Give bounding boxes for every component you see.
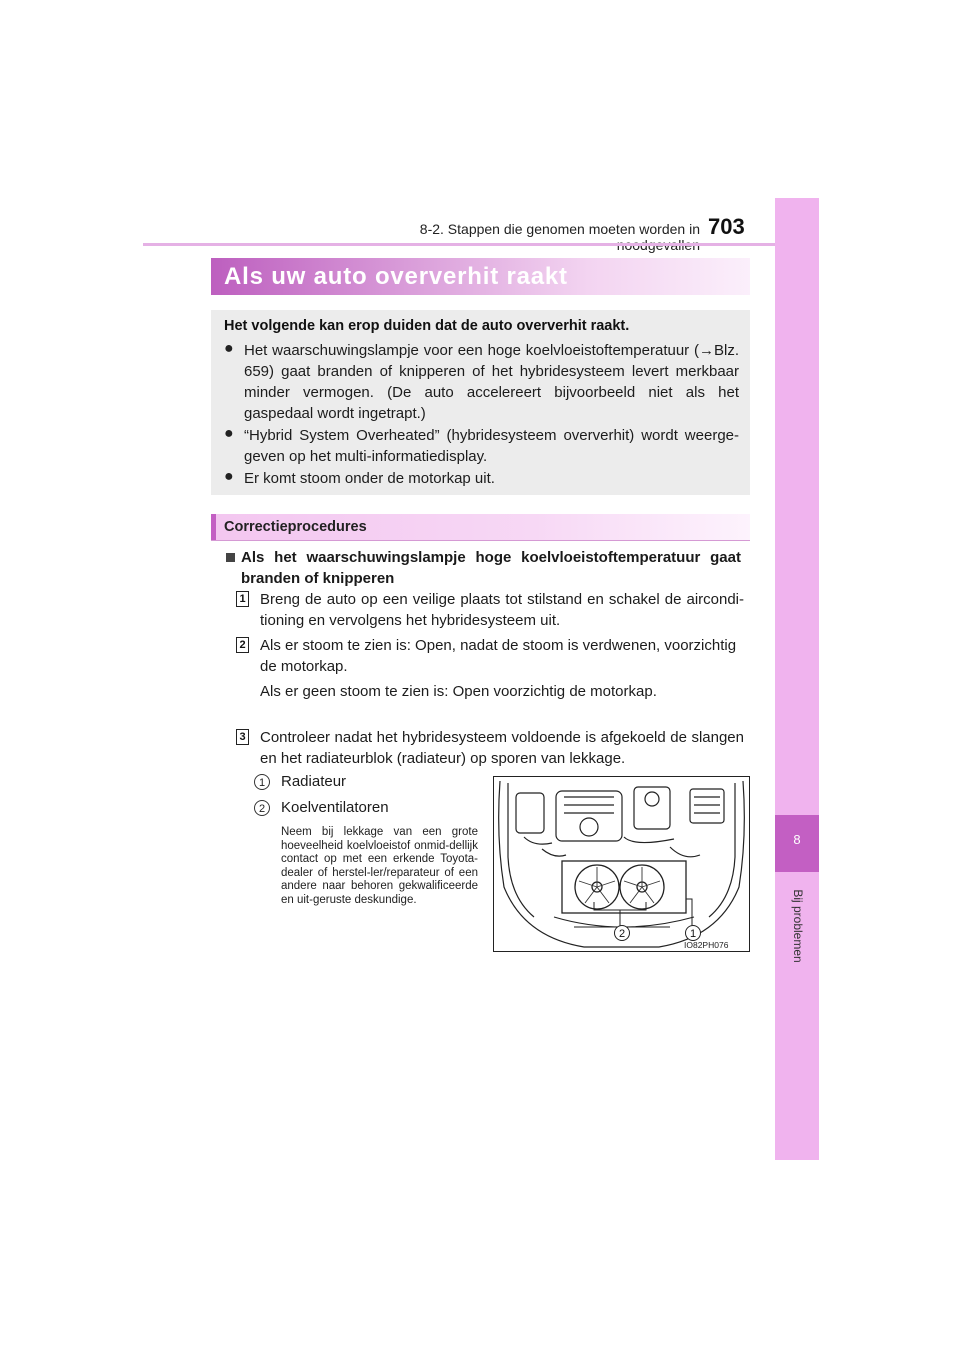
square-bullet-icon: [226, 553, 235, 562]
bullet-icon: ●: [224, 468, 234, 485]
callout-1-label: 1: [689, 928, 697, 940]
chapter-side-tab: [775, 198, 819, 1160]
part-label-fans: Koelventilatoren: [281, 799, 389, 816]
header-rule: [143, 243, 819, 246]
symptoms-intro: Het volgende kan erop duiden dat de auto oververhit raakt.: [224, 318, 630, 334]
step-text: Breng de auto op een veilige plaats tot stilstand en schakel de aircondi-tioning en vervolgens het hybridesysteem uit.: [260, 591, 744, 629]
symptom-item: “Hybrid System Overheated” (hybridesysteem oververhit) wordt weerge-geven op het multi-informatiedisplay.: [244, 427, 739, 465]
bullet-icon: ●: [224, 425, 234, 442]
callout-number: 2: [254, 800, 270, 816]
page-title: Als uw auto oververhit raakt: [224, 263, 568, 290]
step-number: 3: [236, 729, 249, 745]
step-text-alt: Als er geen stoom te zien is: Open voorzichtig de motorkap.: [260, 683, 657, 700]
symptom-item: Het waarschuwingslampje voor een hoge koelvloeistoftemperatuur (→Blz. 659) gaat branden of knipperen of het hybridesysteem levert merkbaar minder vermogen. (De auto accelereert bijvoorbeeld niet als het gaspedaal wordt ingetrapt.): [244, 342, 739, 422]
engine-bay-drawing: [494, 777, 749, 951]
subsection-accent: [211, 514, 216, 541]
bullet-icon: ●: [224, 340, 234, 357]
leak-note: Neem bij lekkage van een grote hoeveelheid koelvloeistof onmid-dellijk contact op met een erkende Toyota-dealer of herstel-ler/reparateur of een andere naar behoren gekwalificeerde en uit-geruste deskundige.: [281, 826, 478, 906]
subsection-title: Correctieprocedures: [224, 519, 367, 535]
callout-2-label: 2: [618, 928, 626, 940]
procedure-heading: Als het waarschuwingslampje hoge koelvloeistoftemperatuur gaat branden of knipperen: [241, 549, 741, 587]
engine-bay-illustration: [493, 776, 750, 952]
step-text: Als er stoom te zien is: Open, nadat de stoom is verdwenen, voorzichtig de motorkap.: [260, 637, 737, 675]
chapter-number: 8: [793, 832, 801, 847]
page-number: 703: [708, 214, 745, 239]
figure-code: IO82PH076: [684, 940, 729, 950]
chapter-label: Bij problemen: [791, 889, 805, 963]
symptom-item: Er komt stoom onder de motorkap uit.: [244, 470, 495, 487]
subsection-rule: [211, 540, 750, 541]
step-text: Controleer nadat het hybridesysteem voldoende is afgekoeld de slangen en het radiateurblok (radiateur) op sporen van lekkage.: [260, 729, 744, 767]
step-number: 1: [236, 591, 249, 607]
callout-number: 1: [254, 774, 270, 790]
part-label-radiator: Radiateur: [281, 773, 347, 790]
running-header-section: 8-2. Stappen die genomen moeten worden in: [419, 221, 700, 237]
step-number: 2: [236, 637, 249, 653]
